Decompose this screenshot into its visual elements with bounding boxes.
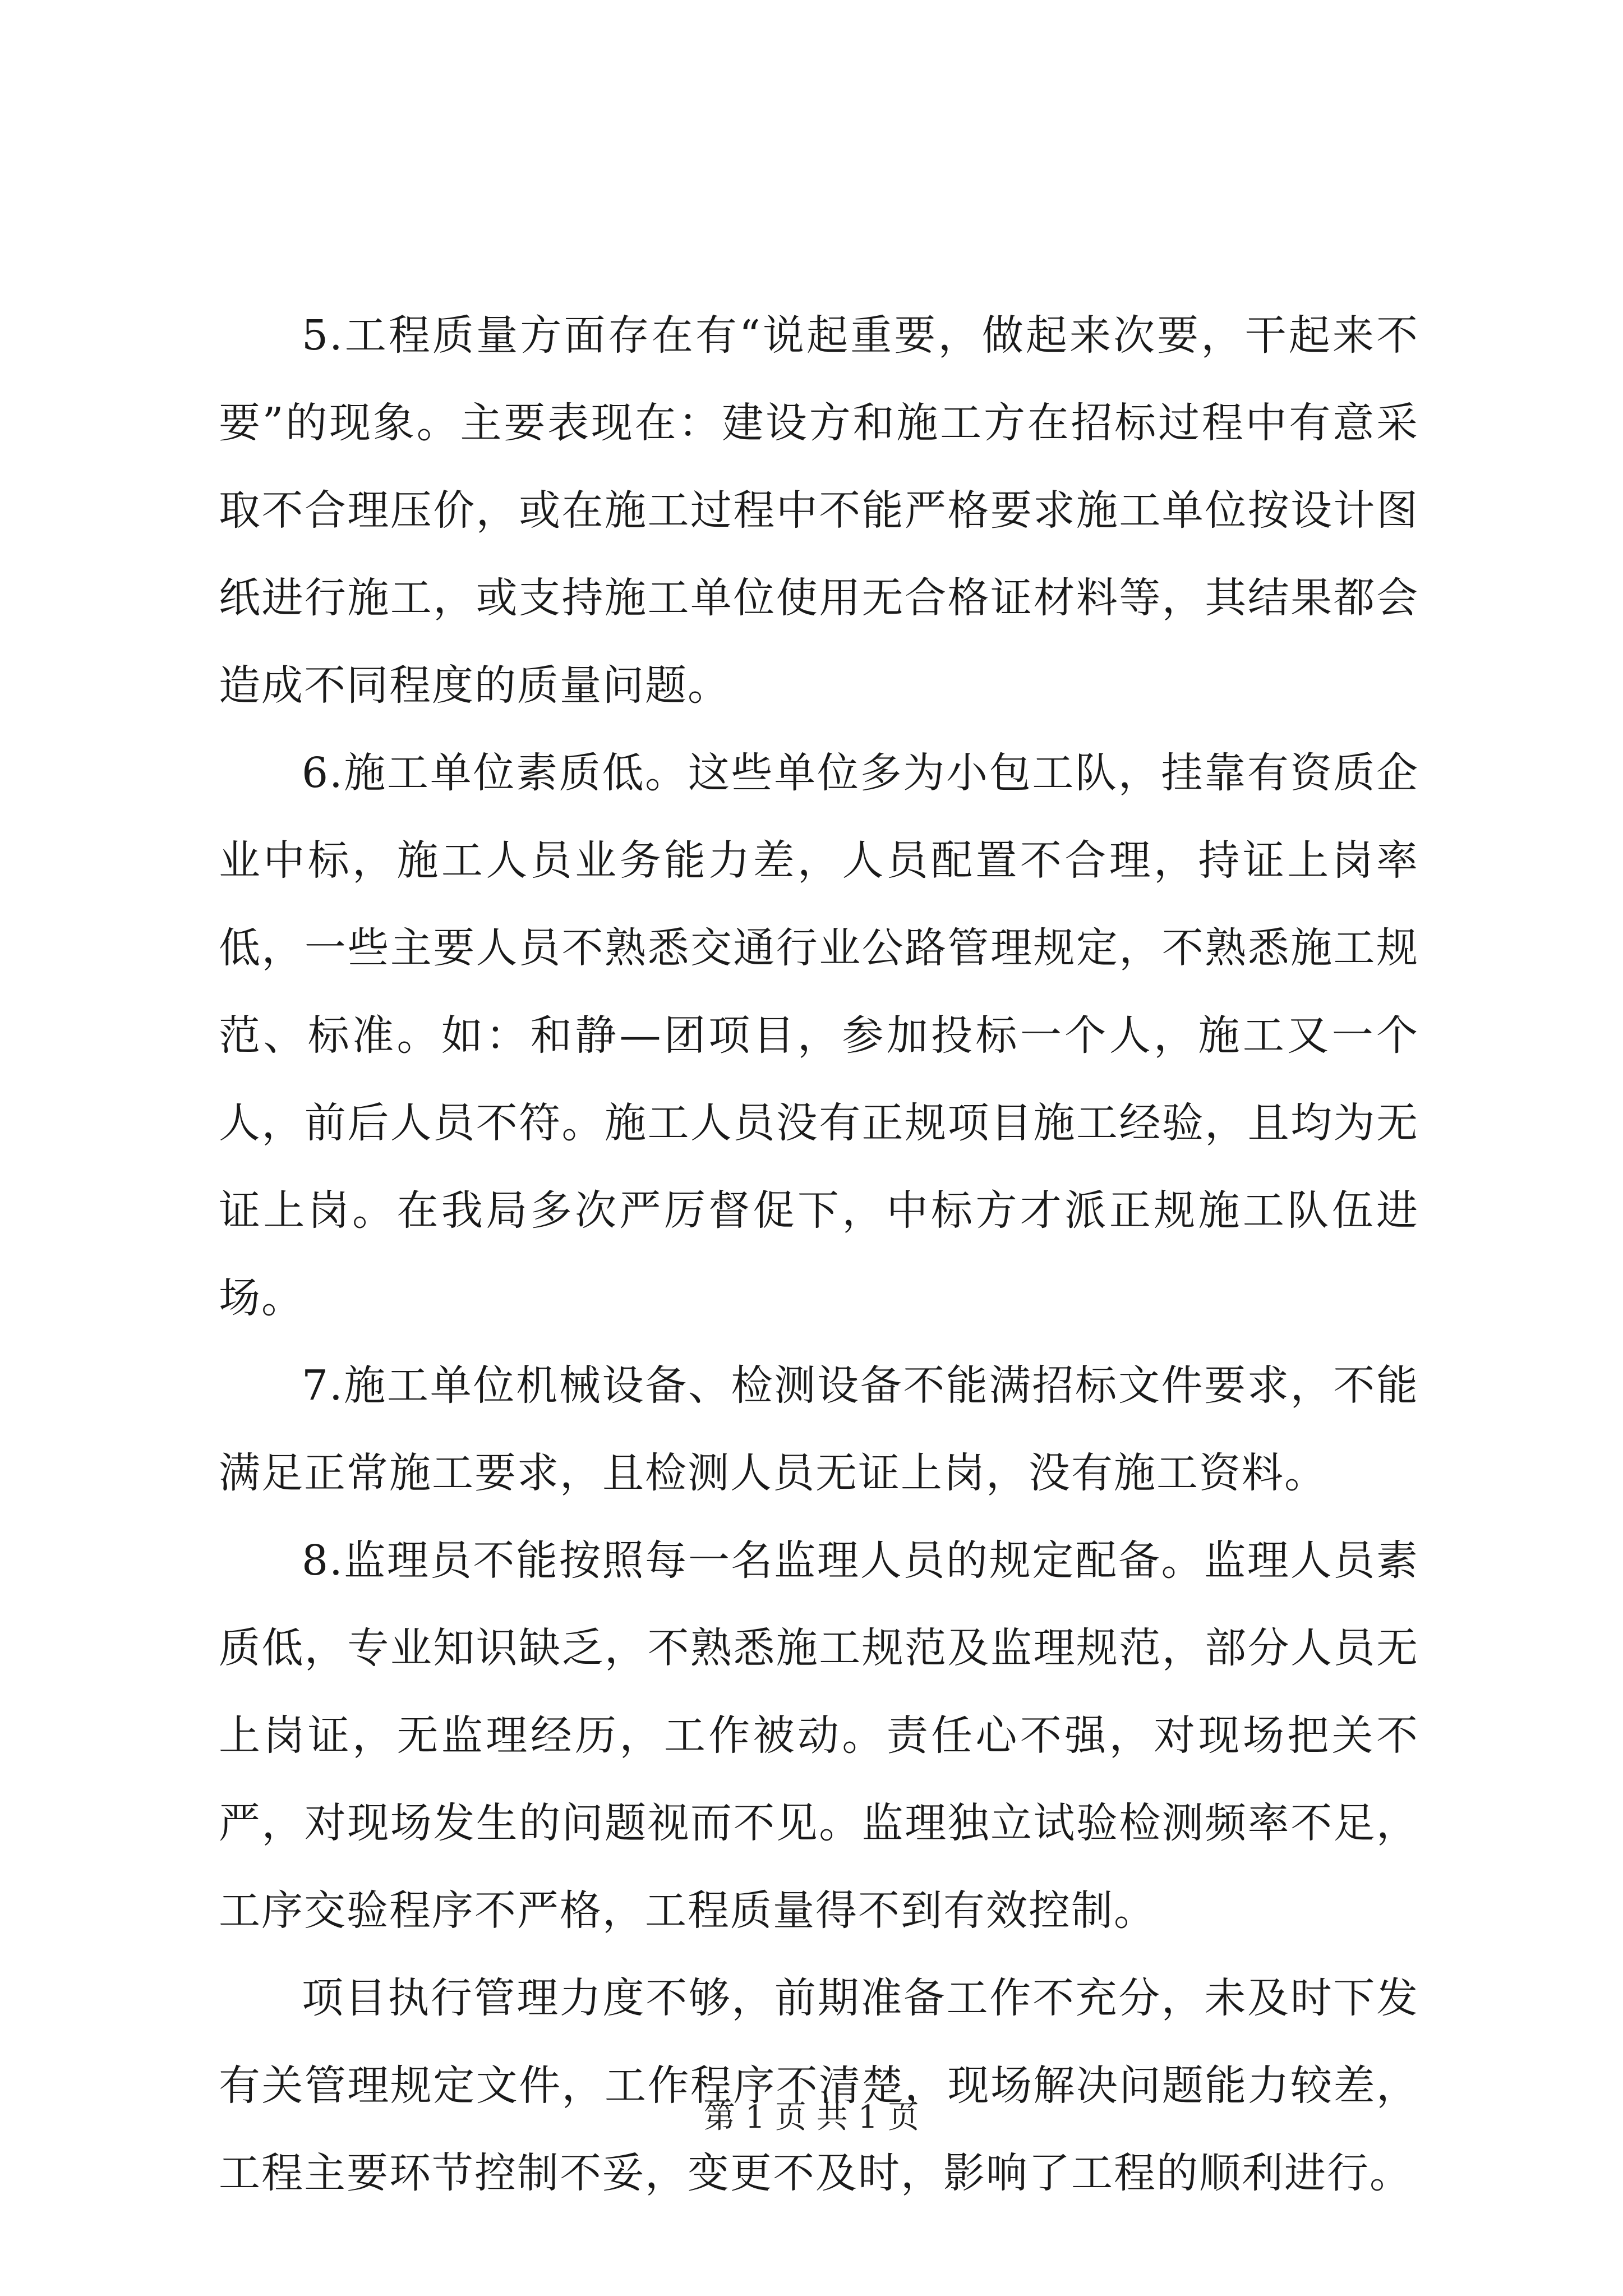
paragraph-5-quality: 5.工程质量方面存在有“说起重要，做起来次要，干起来不要”的现象。主要表现在：建设方和施工方在招标过程中有意采取不合理压价，或在施工过程中不能严格要求施工单位按设计图纸进行施工，或支持施工单位使用无合格证材料等，其结果都会造成不同程度的质量问题。	[219, 311, 1419, 710]
paragraph-6-contractor: 6.施工单位素质低。这些单位多为小包工队，挂靠有资质企业中标，施工人员业务能力差，人员配置不合理，持证上岗率低，一些主要人员不熟悉交通行业公路管理规定，不熟悉施工规范、标准。如：和静—团项目，参加投标一个人，施工又一个人，前后人员不符。施工人员没有正规项目施工经验，且均为无证上岗。在我局多次严厉督促下，中标方才派正规施工队伍进场。	[219, 749, 1419, 1322]
paragraph-project-management: 项目执行管理力度不够，前期准备工作不充分，未及时下发有关管理规定文件，工作程序不清楚，现场解决问题能力较差，工程主要环节控制不妥，变更不及时，影响了工程的顺利进行。	[219, 1974, 1419, 2197]
document-body	[219, 292, 1419, 2217]
paragraph-8-supervision: 8.监理员不能按照每一名监理人员的规定配备。监理人员素质低，专业知识缺乏，不熟悉施工规范及监理规范，部分人员无上岗证，无监理经历，工作被动。责任心不强，对现场把关不严，对现场发生的问题视而不见。监理独立试验检测频率不足，工序交验程序不严格，工程质量得不到有效控制。	[219, 1536, 1419, 1935]
paragraph-7-equipment: 7.施工单位机械设备、检测设备不能满招标文件要求，不能满足正常施工要求，且检测人员无证上岗，没有施工资料。	[219, 1361, 1419, 1497]
page-footer: 第 1 页 共 1 页	[703, 2099, 920, 2136]
